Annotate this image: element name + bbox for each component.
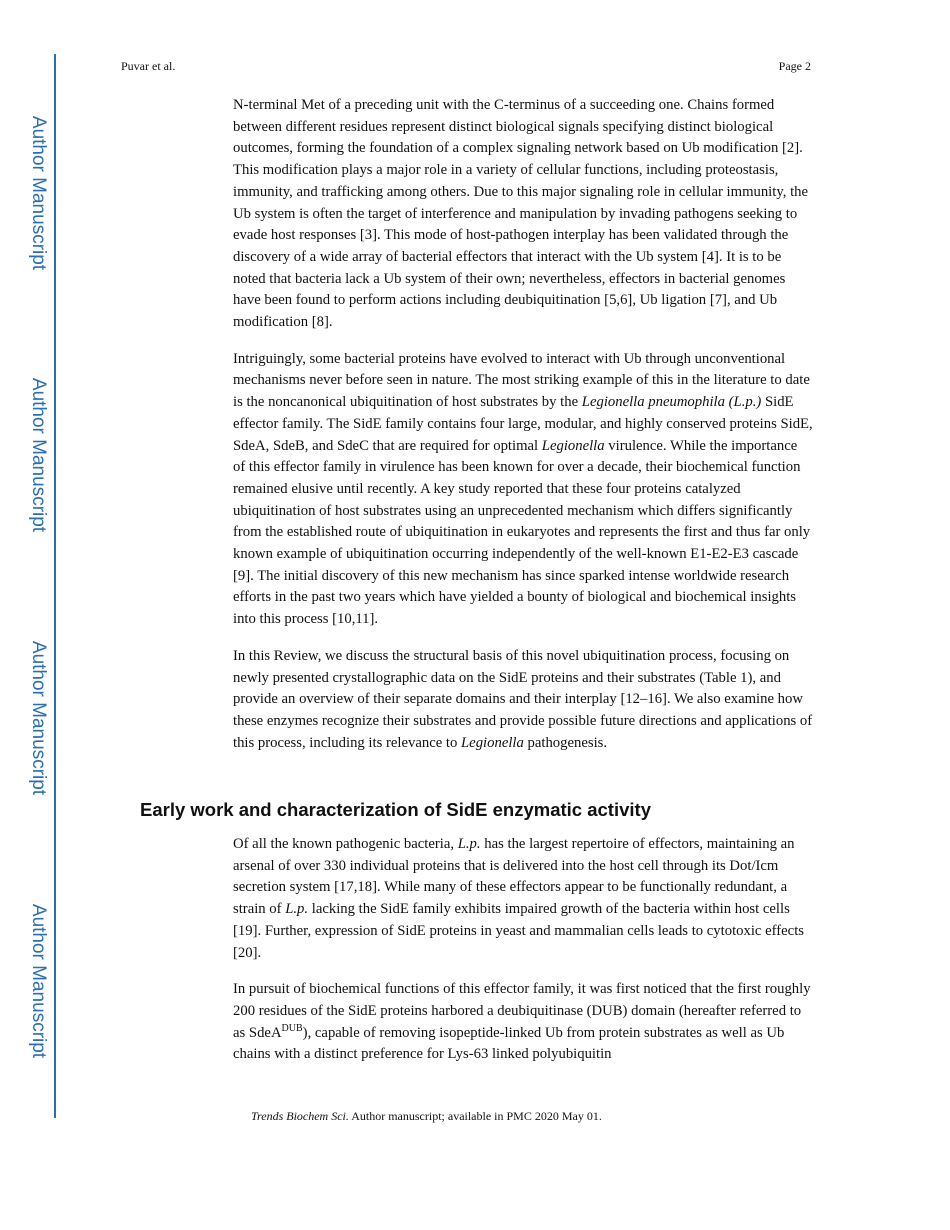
paragraph-text: pathogenesis. — [523, 734, 608, 751]
body-text-upper — [233, 95, 813, 769]
paragraph-text: In this Review, we discuss the structural basis of this novel ubiquitination process, focusing on newly presented crystallographic data on the SidE proteins and their substrates (Table 1), and provide an overview of their separate domains and their interplay [12–16]. We also examine how these enzymes recognize their substrates and provide possible future directions and applications of this process, including its relevance to — [233, 647, 813, 751]
paragraph — [233, 349, 813, 631]
italic-text: Legionella — [461, 734, 524, 751]
paragraph-text: ), capable of removing isopeptide-linked Ub from protein substrates as well as Ub chains with a distinct preference for Lys-63 linked polyubiquitin — [233, 1024, 785, 1063]
italic-text: L.p. — [285, 901, 309, 918]
paragraph-text: lacking the SidE family exhibits impaired growth of the bacteria within host cells [19]. Further, expression of SidE proteins in yeast and mammalian cells leads to cytotoxic effects [20]. — [233, 901, 804, 961]
page-number: Page 2 — [778, 59, 811, 73]
paragraph-text: N-terminal Met of a preceding unit with the C-terminus of a succeeding one. Chains formed between different residues represent distinct biological signals specifying distinct biological outcomes, forming the foundation of a complex signaling network based on Ub modification [2]. This modification plays a major role in a variety of cellular functions, including proteostasis, immunity, and trafficking among others. Due to this major signaling role in cellular immunity, the Ub system is often the target of interference and manipulation by invading pathogens seeking to evade host responses [3]. This mode of host-pathogen interplay has been validated through the discovery of a wide array of bacterial effectors that interact with the Ub system [4]. It is to be noted that bacteria lack a Ub system of their own; nevertheless, effectors in bacterial genomes have been found to perform actions including deubiquitination [5,6], Ub ligation [7], and Ub modification [8]. — [233, 97, 809, 331]
section-heading: Early work and characterization of SidE enzymatic activity — [140, 799, 651, 820]
paragraph — [233, 834, 813, 964]
italic-text: Legionella pneumophila (L.p.) — [581, 394, 762, 411]
paragraph-text: virulence. While the importance of this effector family in virulence has been known for over a decade, their biochemical function remained elusive until recently. A key study reported that these four proteins catalyzed ubiquitination of host substrates using an unprecedented mechanism which differs significantly from the established route of ubiquitination in eukaryotes and represents the first and thus far only known example of ubiquitination occurring independently of the well-known E1-E2-E3 cascade [9]. The initial discovery of this new mechanism has since sparked intense worldwide research efforts in the past two years which have yielded a bounty of biological and biochemical insights into this process [10,11]. — [233, 437, 811, 628]
paragraph-text: Of all the known pathogenic bacteria, — [233, 836, 458, 852]
footer-journal: Trends Biochem Sci. — [251, 1109, 349, 1123]
paragraph-text: In pursuit of biochemical functions of this effector family, it was first noticed that the first roughly 200 residues of the SidE proteins harbored a deubiquitinase (DUB) domain (hereafter referred to as SdeA — [233, 981, 811, 1041]
paragraph — [233, 95, 813, 334]
footer — [251, 1109, 602, 1124]
italic-text: L.p. — [457, 836, 481, 852]
paragraph-text: Intriguingly, some bacterial proteins have evolved to interact with Ub through unconventional mechanisms never before seen in nature. The most striking example of this in the literature to date is the noncanonical ubiquitination of host substrates by the — [233, 350, 810, 411]
paragraph — [233, 979, 813, 1066]
footer-note: Author manuscript; available in PMC 2020 May 01. — [348, 1109, 602, 1123]
side-rule — [54, 54, 56, 1118]
running-head-authors: Puvar et al. — [121, 59, 176, 73]
paragraph-text: SidE effector family. The SidE family contains four large, modular, and highly conserved proteins SidE, SdeA, SdeB, and SdeC that are required for optimal — [233, 394, 813, 454]
italic-text: Legionella — [541, 437, 605, 454]
paragraph-text: has the largest repertoire of effectors, maintaining an arsenal of over 330 individual proteins that is delivered into the host cell through its Dot/Icm secretion system [17,18]. While many of these effectors appear to be functionally redundant, a strain of — [233, 836, 795, 918]
paragraph — [233, 646, 813, 755]
body-text-lower — [233, 834, 813, 1081]
superscript-text: DUB — [281, 1022, 303, 1034]
